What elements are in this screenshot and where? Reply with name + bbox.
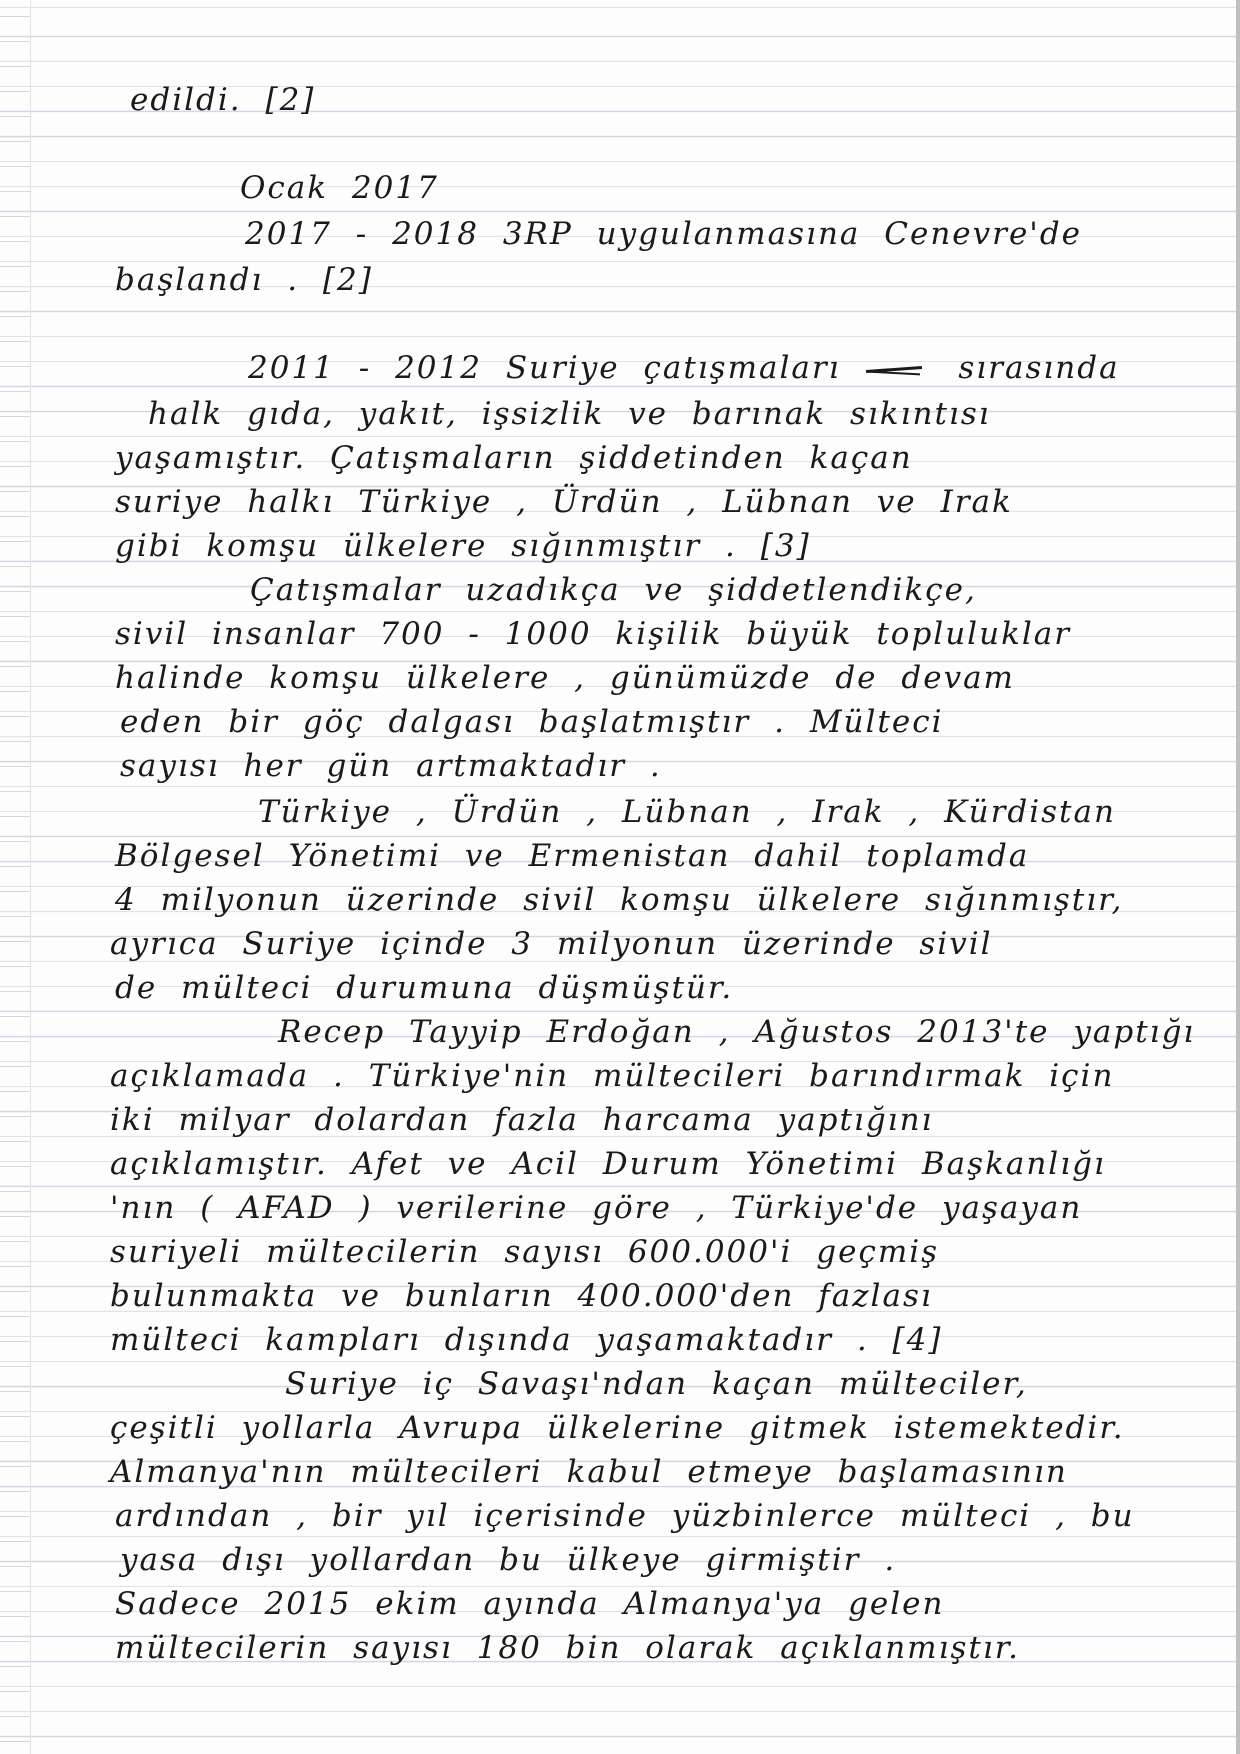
text-segment: 2011 - 2012 Suriye çatışmaları (248, 350, 841, 386)
text-line: ayrıca Suriye içinde 3 milyonun üzerinde sivil (110, 926, 993, 962)
text-line: mülteci kampları dışında yaşamaktadır . [4] (110, 1322, 943, 1358)
text-line: iki milyar dolardan fazla harcama yaptığını (110, 1102, 934, 1138)
text-line: mültecilerin sayısı 180 bin olarak açıklanmıştır. (115, 1630, 1021, 1666)
text-line: açıklamada . Türkiye'nin mültecileri barındırmak için (110, 1058, 1115, 1094)
text-line: açıklamıştır. Afet ve Acil Durum Yönetimi Başkanlığı (110, 1146, 1106, 1182)
text-line: 2017 - 2018 3RP uygulanmasına Cenevre'de (245, 216, 1083, 252)
text-line: bulunmakta ve bunların 400.000'den fazlası (110, 1278, 933, 1314)
text-line: yasa dışı yollardan bu ülkeye girmiştir . (120, 1542, 897, 1578)
text-line: yaşamıştır. Çatışmaların şiddetinden kaçan (115, 440, 913, 476)
text-line: sayısı her gün artmaktadır . (120, 748, 662, 784)
text-line: başlandı . [2] (115, 262, 373, 298)
text-line: suriyeli mültecilerin sayısı 600.000'i geçmiş (110, 1234, 940, 1270)
text-line: gibi komşu ülkelere sığınmıştır . [3] (115, 528, 811, 564)
text-line: eden bir göç dalgası başlatmıştır . Mülteci (120, 704, 944, 740)
text-line: 'nın ( AFAD ) verilerine göre , Türkiye'de yaşayan (110, 1190, 1083, 1226)
text-line: Bölgesel Yönetimi ve Ermenistan dahil toplamda (115, 838, 1030, 874)
text-line: Çatışmalar uzadıkça ve şiddetlendikçe, (250, 572, 977, 608)
text-line: çeşitli yollarla Avrupa ülkelerine gitmek istemektedir. (110, 1410, 1125, 1446)
text-line: sivil insanlar 700 - 1000 kişilik büyük topluluklar (115, 616, 1072, 652)
text-line: Ocak 2017 (240, 170, 439, 206)
text-line: halinde komşu ülkelere , günümüzde de devam (115, 660, 1015, 696)
text-line: Recep Tayyip Erdoğan , Ağustos 2013'te yaptığı (278, 1014, 1196, 1050)
text-line: halk gıda, yakıt, işsizlik ve barınak sıkıntısı (148, 396, 991, 432)
text-line: 4 milyonun üzerinde sivil komşu ülkelere sığınmıştır, (115, 882, 1124, 918)
text-segment: sırasında (958, 350, 1120, 386)
page-edge (1236, 0, 1240, 1754)
crossed-out-word (864, 361, 924, 379)
text-line: Almanya'nın mültecileri kabul etmeye başlamasının (110, 1454, 1068, 1490)
text-line: de mülteci durumuna düşmüştür. (115, 970, 734, 1006)
text-line: Suriye iç Savaşı'ndan kaçan mülteciler, (285, 1366, 1028, 1402)
text-line: Sadece 2015 ekim ayında Almanya'ya gelen (115, 1586, 945, 1622)
text-line: edildi. [2] (130, 82, 316, 118)
text-line (0, 346, 1210, 390)
text-line: Türkiye , Ürdün , Lübnan , Irak , Kürdistan (258, 794, 1116, 830)
text-line: ardından , bir yıl içerisinde yüzbinlerce mülteci , bu (115, 1498, 1135, 1534)
text-line: suriye halkı Türkiye , Ürdün , Lübnan ve Irak (115, 484, 1013, 520)
